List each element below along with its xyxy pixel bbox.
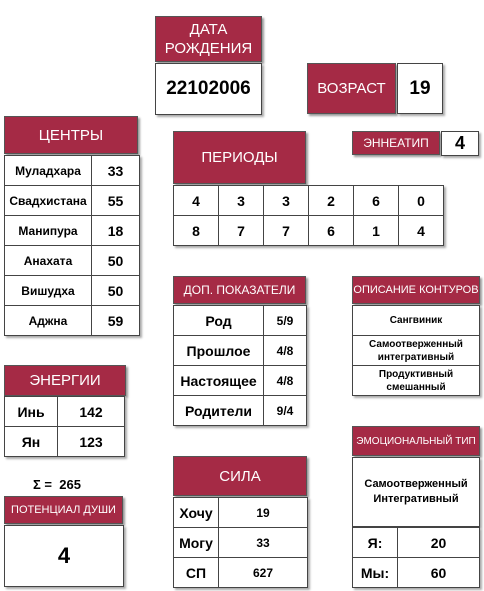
table-row bbox=[353, 528, 480, 558]
table-row bbox=[5, 186, 140, 216]
birth-date-title-line2: РОЖДЕНИЯ bbox=[164, 40, 253, 57]
extra-indicators-header: ДОП. ПОКАЗАТЕЛИ bbox=[173, 276, 306, 304]
center-value: 59 bbox=[92, 306, 140, 336]
center-value: 55 bbox=[92, 186, 140, 216]
table-row bbox=[174, 216, 444, 246]
center-name: Аджна bbox=[5, 306, 92, 336]
indicator-name: Родители bbox=[174, 396, 264, 426]
period-cell: 3 bbox=[219, 186, 264, 216]
energy-name: Инь bbox=[5, 397, 58, 427]
birth-date-value: 22102006 bbox=[155, 63, 262, 115]
strength-header: СИЛА bbox=[173, 456, 307, 496]
strength-table bbox=[173, 497, 308, 588]
period-cell: 7 bbox=[264, 216, 309, 246]
periods-table bbox=[173, 185, 444, 246]
center-value: 33 bbox=[92, 156, 140, 186]
enneatype-header: ЭННЕАТИП bbox=[352, 131, 440, 155]
table-row bbox=[5, 397, 125, 427]
table-row bbox=[353, 306, 480, 336]
my-value: 60 bbox=[398, 558, 480, 588]
center-value: 18 bbox=[92, 216, 140, 246]
strength-value: 33 bbox=[219, 528, 308, 558]
table-row bbox=[353, 558, 480, 588]
table-row bbox=[174, 336, 307, 366]
period-cell: 6 bbox=[354, 186, 399, 216]
table-row bbox=[5, 306, 140, 336]
birth-date-header bbox=[155, 16, 262, 62]
periods-header: ПЕРИОДЫ bbox=[173, 131, 306, 184]
table-row bbox=[174, 366, 307, 396]
center-name: Анахата bbox=[5, 246, 92, 276]
emotional-type-line1: Самоотверженный bbox=[364, 478, 468, 490]
table-row bbox=[174, 528, 308, 558]
contour-item: Сангвиник bbox=[353, 306, 480, 336]
age-value: 19 bbox=[397, 63, 443, 114]
table-row bbox=[353, 366, 480, 396]
period-cell: 8 bbox=[174, 216, 219, 246]
strength-name: СП bbox=[174, 558, 219, 588]
indicator-name: Настоящее bbox=[174, 366, 264, 396]
energy-name: Ян bbox=[5, 427, 58, 457]
ya-label: Я: bbox=[353, 528, 398, 558]
age-header: ВОЗРАСТ bbox=[307, 63, 396, 114]
energy-value: 123 bbox=[58, 427, 125, 457]
birth-date-title-line1: ДАТА bbox=[189, 21, 228, 38]
centers-table bbox=[4, 155, 140, 336]
emotional-type-header: ЭМОЦИОНАЛЬНЫЙ ТИП bbox=[352, 426, 480, 456]
contours-header: ОПИСАНИЕ КОНТУРОВ bbox=[352, 276, 480, 304]
contour-item: Продуктивный смешанный bbox=[353, 366, 480, 396]
table-row bbox=[5, 216, 140, 246]
soul-potential-value: 4 bbox=[4, 525, 124, 587]
table-row bbox=[5, 156, 140, 186]
center-name: Вишудха bbox=[5, 276, 92, 306]
center-name: Манипура bbox=[5, 216, 92, 246]
center-name: Свадхистана bbox=[5, 186, 92, 216]
period-cell: 6 bbox=[309, 216, 354, 246]
period-cell: 4 bbox=[174, 186, 219, 216]
energy-sum: Σ = 265 bbox=[33, 477, 81, 492]
table-row bbox=[5, 276, 140, 306]
center-value: 50 bbox=[92, 276, 140, 306]
energy-value: 142 bbox=[58, 397, 125, 427]
strength-name: Могу bbox=[174, 528, 219, 558]
indicator-value: 4/8 bbox=[264, 366, 307, 396]
period-cell: 7 bbox=[219, 216, 264, 246]
table-row bbox=[174, 498, 308, 528]
table-row bbox=[174, 306, 307, 336]
table-row bbox=[174, 396, 307, 426]
table-row bbox=[353, 336, 480, 366]
strength-value: 19 bbox=[219, 498, 308, 528]
table-row bbox=[174, 558, 308, 588]
indicator-value: 4/8 bbox=[264, 336, 307, 366]
enneatype-value: 4 bbox=[441, 131, 479, 156]
indicator-name: Род bbox=[174, 306, 264, 336]
emotional-type-description bbox=[352, 457, 480, 527]
ya-my-table bbox=[352, 527, 480, 588]
extra-indicators-table bbox=[173, 305, 307, 426]
indicator-value: 9/4 bbox=[264, 396, 307, 426]
period-cell: 2 bbox=[309, 186, 354, 216]
period-cell: 0 bbox=[399, 186, 444, 216]
ya-value: 20 bbox=[398, 528, 480, 558]
period-cell: 4 bbox=[399, 216, 444, 246]
emotional-type-line2: Интегративный bbox=[373, 493, 459, 505]
center-name: Муладхара bbox=[5, 156, 92, 186]
indicator-name: Прошлое bbox=[174, 336, 264, 366]
table-row bbox=[174, 186, 444, 216]
my-label: Мы: bbox=[353, 558, 398, 588]
energies-header: ЭНЕРГИИ bbox=[4, 365, 126, 396]
strength-name: Хочу bbox=[174, 498, 219, 528]
center-value: 50 bbox=[92, 246, 140, 276]
contour-item: Самоотверженный интегративный bbox=[353, 336, 480, 366]
contours-table bbox=[352, 305, 480, 396]
table-row bbox=[5, 246, 140, 276]
strength-value: 627 bbox=[219, 558, 308, 588]
period-cell: 3 bbox=[264, 186, 309, 216]
soul-potential-header: ПОТЕНЦИАЛ ДУШИ bbox=[4, 496, 123, 524]
energies-table bbox=[4, 396, 125, 457]
table-row bbox=[5, 427, 125, 457]
indicator-value: 5/9 bbox=[264, 306, 307, 336]
period-cell: 1 bbox=[354, 216, 399, 246]
centers-header: ЦЕНТРЫ bbox=[4, 116, 138, 154]
